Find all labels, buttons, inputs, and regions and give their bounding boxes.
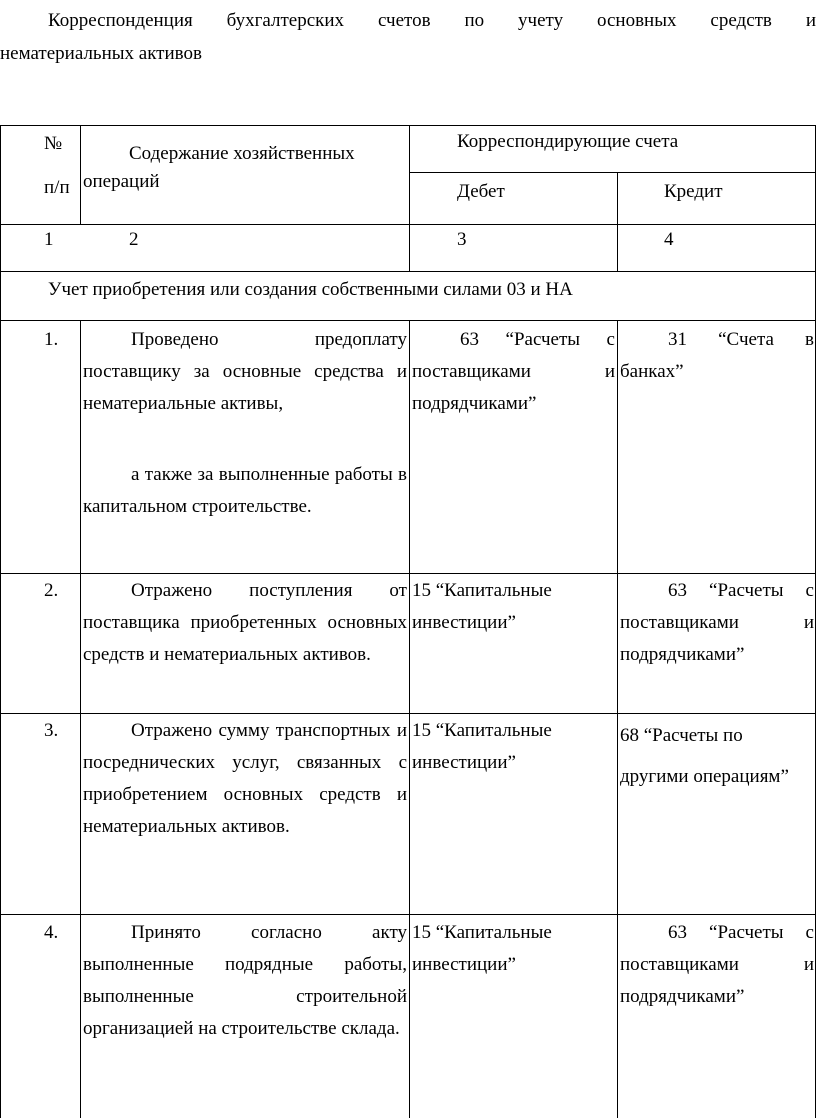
col-divider-2-header xyxy=(409,125,410,272)
row-4-debit-text: 15 “Капитальные инвестиции” xyxy=(412,922,552,975)
row-1-credit xyxy=(620,324,814,388)
header-subdivider xyxy=(409,172,816,173)
section-title: Учет приобретения или создания собственными силами 03 и НА xyxy=(48,279,573,300)
header-corresponding-accounts: Корреспондирующие счета xyxy=(457,131,679,152)
row-1-content-text: Проведено предоплату поставщику за основные средства и нематериальные активы, xyxy=(83,329,407,414)
row-2-content-text: Отражено поступления от поставщика приобретенных основных средств и нематериальных активов. xyxy=(83,580,407,665)
row-1-debit xyxy=(412,324,615,420)
row-2-content xyxy=(83,575,407,671)
column-number-1: 1 xyxy=(44,229,54,250)
col-divider-3 xyxy=(617,320,618,1118)
row-3-debit xyxy=(412,715,615,779)
header-debit: Дебет xyxy=(457,181,505,202)
row-2-bottom-line xyxy=(0,713,816,714)
header-credit: Кредит xyxy=(664,181,723,202)
row-2-number: 2. xyxy=(44,580,59,601)
row-1-debit-text: 63 “Расчеты с поставщиками и подрядчиками” xyxy=(412,329,615,414)
row-3-credit xyxy=(620,715,814,797)
col-divider-1 xyxy=(80,320,81,1118)
row-1-content-cont xyxy=(83,459,407,523)
col-divider-3-header xyxy=(617,172,618,272)
column-number-3: 3 xyxy=(457,229,467,250)
col-divider-2 xyxy=(409,320,410,1118)
row-4-debit xyxy=(412,917,615,981)
row-1-bottom-line xyxy=(0,573,816,574)
row-4-number: 4. xyxy=(44,922,59,943)
col-divider-1-header xyxy=(80,125,81,225)
row-1-content-text-2: а также за выполненные работы в капитальном строительстве. xyxy=(83,464,407,517)
header-number-label: п/п xyxy=(44,177,70,198)
column-numbers-bottom-line xyxy=(0,271,816,272)
header-content-line-1: Содержание хозяйственных xyxy=(129,143,355,164)
row-3-bottom-line xyxy=(0,914,816,915)
table-border-top xyxy=(0,125,816,126)
row-1-content xyxy=(83,324,407,420)
row-3-content-text: Отражено сумму транспортных и посреднических услуг, связанных с приобретением основных средств и нематериальных активов. xyxy=(83,720,407,837)
row-2-debit-text: 15 “Капитальные инвестиции” xyxy=(412,580,552,633)
table-border-left xyxy=(0,125,1,1118)
header-number-sign: № xyxy=(44,133,63,154)
row-4-credit xyxy=(620,917,814,1013)
row-1-credit-text: 31 “Счета в банках” xyxy=(620,329,814,382)
row-1-number: 1. xyxy=(44,329,59,350)
title-line-2: нематериальных активов xyxy=(0,43,202,64)
row-3-number: 3. xyxy=(44,720,59,741)
row-4-content-text: Принято согласно акту выполненные подрядные работы, выполненные строительной организацией на строительстве склада. xyxy=(83,922,407,1039)
row-3-debit-text: 15 “Капитальные инвестиции” xyxy=(412,720,552,773)
row-4-credit-text: 63 “Расчеты с поставщиками и подрядчиками” xyxy=(620,922,814,1007)
row-3-credit-text: 68 “Расчеты по другими операциям” xyxy=(620,725,789,787)
column-number-2: 2 xyxy=(129,229,139,250)
column-number-4: 4 xyxy=(664,229,674,250)
section-bottom-line xyxy=(0,320,816,321)
row-2-credit-text: 63 “Расчеты с поставщиками и подрядчиками” xyxy=(620,580,814,665)
row-2-credit xyxy=(620,575,814,671)
row-3-content xyxy=(83,715,407,843)
title-line-1: Корреспонденция бухгалтерских счетов по учету основных средств и xyxy=(48,10,816,31)
header-bottom-line xyxy=(0,224,816,225)
row-4-content xyxy=(83,917,407,1045)
row-2-debit xyxy=(412,575,615,639)
header-content-line-2: операций xyxy=(83,171,160,192)
